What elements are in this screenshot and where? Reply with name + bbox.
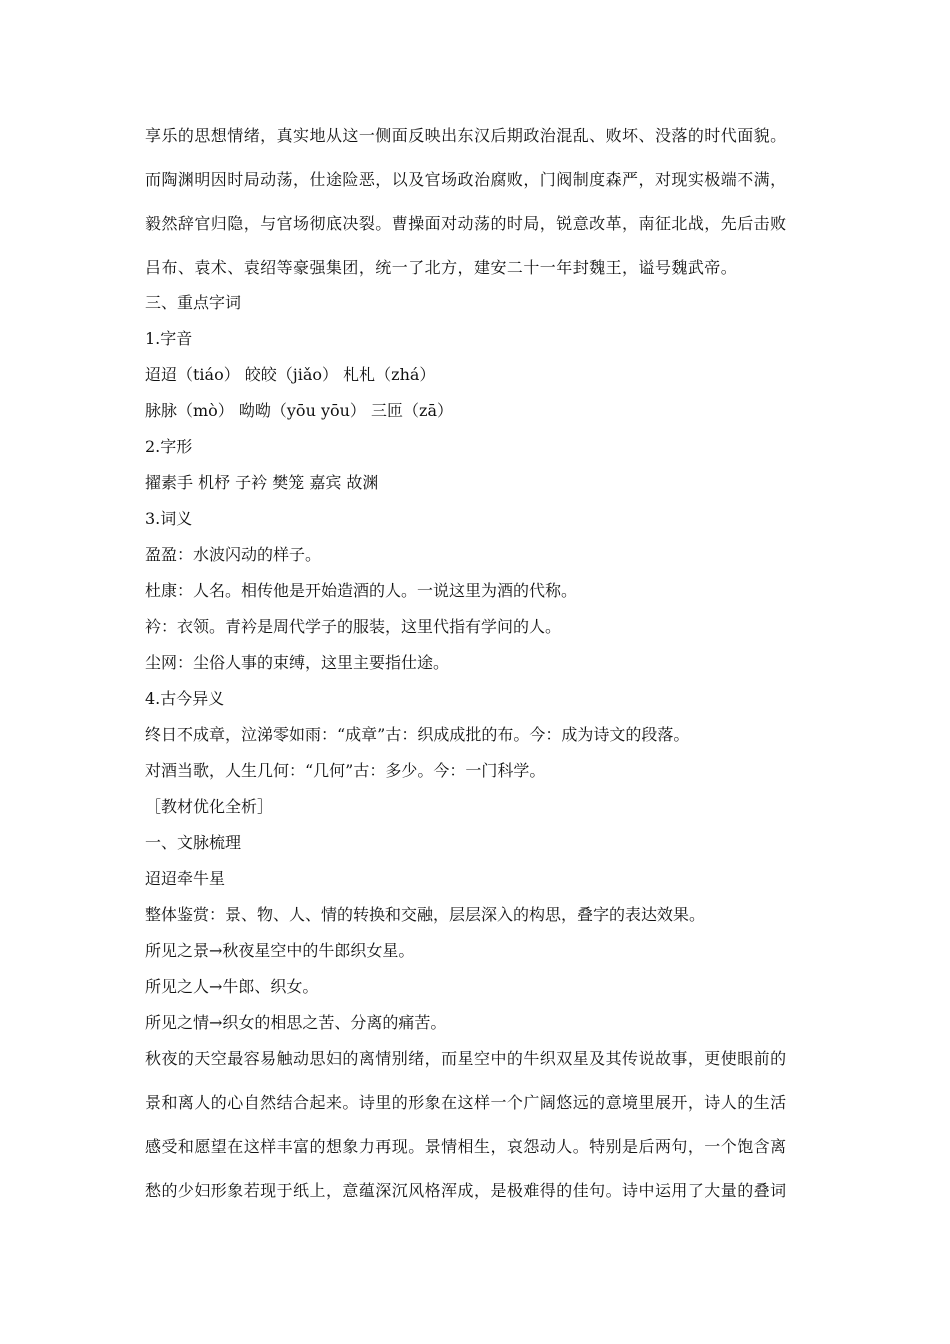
intro-paragraph-line-1: 享乐的思想情绪，真实地从这一侧面反映出东汉后期政治混乱、败坏、没落的时代面貌。 [145,126,787,145]
meaning-line-4: 尘网：尘俗人事的束缚，这里主要指仕途。 [145,653,450,672]
seen-people-line: 所见之人→牛郎、织女。 [145,977,319,996]
glyph-line: 擢素手 机杼 子衿 樊笼 嘉宾 故渊 [145,473,379,492]
meaning-line-2: 杜康：人名。相传他是开始造酒的人。一说这里为酒的代称。 [145,581,578,600]
pronunciation-line-1: 迢迢（tiáo） 皎皎（jiǎo） 札札（zhá） [145,365,436,384]
section-heading-key-words: 三、重点字词 [145,293,242,312]
section-heading-text-structure: 一、文脉梳理 [145,833,242,852]
analysis-paragraph-line-2: 景和离人的心自然结合起来。诗里的形象在这样一个广阔悠远的意境里展开，诗人的生活 [145,1093,787,1112]
analysis-heading: ［教材优化全析］ [145,797,274,816]
seen-scene-line: 所见之景→秋夜星空中的牛郎织女星。 [145,941,415,960]
meaning-line-3: 衿：衣领。青衿是周代学子的服装，这里代指有学问的人。 [145,617,562,636]
pronunciation-line-2: 脉脉（mò） 呦呦（yōu yōu） 三匝（zā） [145,401,453,420]
poem-title: 迢迢牵牛星 [145,869,226,888]
seen-feeling-line: 所见之情→织女的相思之苦、分离的痛苦。 [145,1013,447,1032]
intro-paragraph-line-4: 吕布、袁术、袁绍等豪强集团，统一了北方，建安二十一年封魏王，谥号魏武帝。 [145,258,738,277]
subheading-pronunciation: 1.字音 [145,329,193,348]
overall-appreciation: 整体鉴赏：景、物、人、情的转换和交融，层层深入的构思，叠字的表达效果。 [145,905,706,924]
subheading-glyph: 2.字形 [145,437,193,456]
meaning-line-1: 盈盈：水波闪动的样子。 [145,545,322,564]
ancient-modern-line-2: 对酒当歌，人生几何：“几何”古：多少。今：一门科学。 [145,761,546,780]
analysis-paragraph-line-1: 秋夜的天空最容易触动思妇的离情别绪，而星空中的牛织双星及其传说故事，更使眼前的 [145,1049,787,1068]
intro-paragraph-line-2: 而陶渊明因时局动荡，仕途险恶，以及官场政治腐败，门阀制度森严，对现实极端不满， [145,170,787,189]
intro-paragraph-line-3: 毅然辞官归隐，与官场彻底决裂。曹操面对动荡的时局，锐意改革，南征北战，先后击败 [145,214,787,233]
ancient-modern-line-1: 终日不成章，泣涕零如雨：“成章”古：织成成批的布。今：成为诗文的段落。 [145,725,690,744]
analysis-paragraph-line-3: 感受和愿望在这样丰富的想象力再现。景情相生，哀怨动人。特别是后两句，一个饱含离 [145,1137,787,1156]
subheading-ancient-modern: 4.古今异义 [145,689,225,708]
analysis-paragraph-line-4: 愁的少妇形象若现于纸上，意蕴深沉风格浑成，是极难得的佳句。诗中运用了大量的叠词 [145,1181,787,1200]
subheading-meaning: 3.词义 [145,509,193,528]
